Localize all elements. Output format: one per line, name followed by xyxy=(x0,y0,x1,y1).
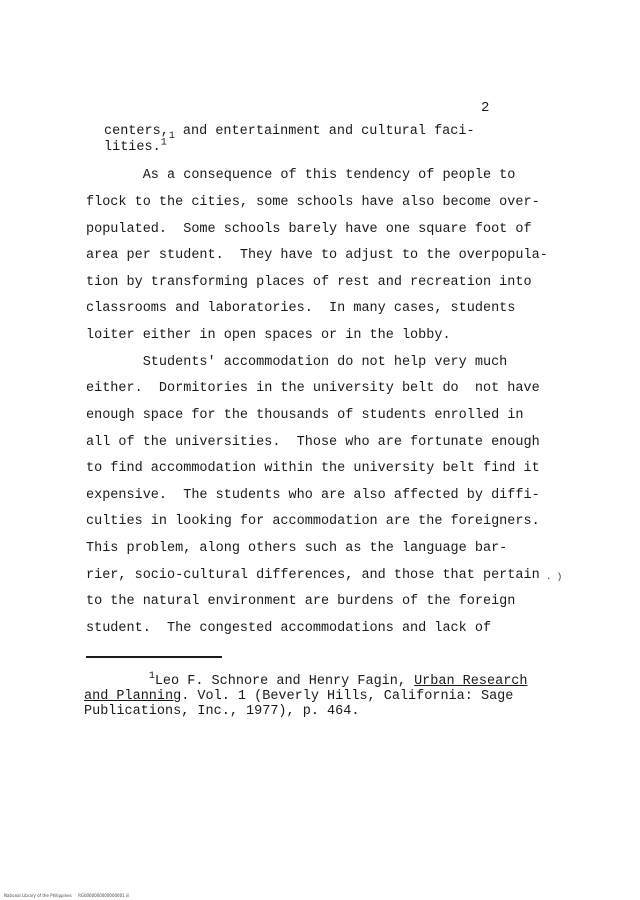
body-line: flock to the cities, some schools have also become over- xyxy=(86,195,540,210)
page-number: 2 xyxy=(481,100,490,116)
footnote-line-2: and Planning. Vol. 1 (Beverly Hills, California: Sage xyxy=(84,689,514,704)
body-line: student. The congested accommodations and lack of xyxy=(86,621,492,636)
body-line: tion by transforming places of rest and recreation into xyxy=(86,275,532,290)
body-line: loiter either in open spaces or in the lobby. xyxy=(86,328,451,343)
body-line: enough space for the thousands of students enrolled in xyxy=(86,408,524,423)
body-line: classrooms and laboratories. In many cases, students xyxy=(86,301,516,316)
body-line: populated. Some schools barely have one square foot of xyxy=(86,222,532,237)
body-line: all of the universities. Those who are fortunate enough xyxy=(86,435,540,450)
footnote-title-part-2: and Planning xyxy=(84,689,182,704)
footnote-line-3: Publications, Inc., 1977), p. 464. xyxy=(84,704,360,719)
body-line: to the natural environment are burdens of the foreign xyxy=(86,594,516,609)
footnote-title-part-1: Urban Research xyxy=(414,674,528,689)
body-line: Students' accommodation do not help very much xyxy=(86,355,508,370)
body-line: rier, socio-cultural differences, and those that pertain xyxy=(86,568,540,583)
body-line: area per student. They have to adjust to the overpopula- xyxy=(86,248,548,263)
microfilm-caption: National Library of the Philippines RG0000000000000001 iii xyxy=(4,893,130,898)
footnote-ref: 1 xyxy=(160,137,167,149)
body-line: This problem, along others such as the language bar- xyxy=(86,541,508,556)
body-line: expensive. The students who are also affected by diffi- xyxy=(86,488,540,503)
footnote-rule xyxy=(86,656,222,658)
margin-mark: . ) xyxy=(546,572,563,582)
footnote-line-1: $^1$Leo F. Schnore and Henry Fagin, Urban Research xyxy=(148,671,528,689)
body-line: culties in looking for accommodation are the foreigners. xyxy=(86,514,540,529)
body-line: to find accommodation within the university belt find it xyxy=(86,461,540,476)
body-line: either. Dormitories in the university belt do not have xyxy=(86,381,540,396)
continuation-text xyxy=(104,124,475,155)
footnote-number: 1 xyxy=(148,671,155,682)
body-line: As a consequence of this tendency of people to xyxy=(86,168,516,183)
continuation-line-1: $centers,_1$ and entertainment and cultural faci- xyxy=(104,124,475,142)
footnote-ref-sub: 1 xyxy=(168,131,175,142)
continuation-line-2: lities.$^1$ xyxy=(104,137,167,155)
